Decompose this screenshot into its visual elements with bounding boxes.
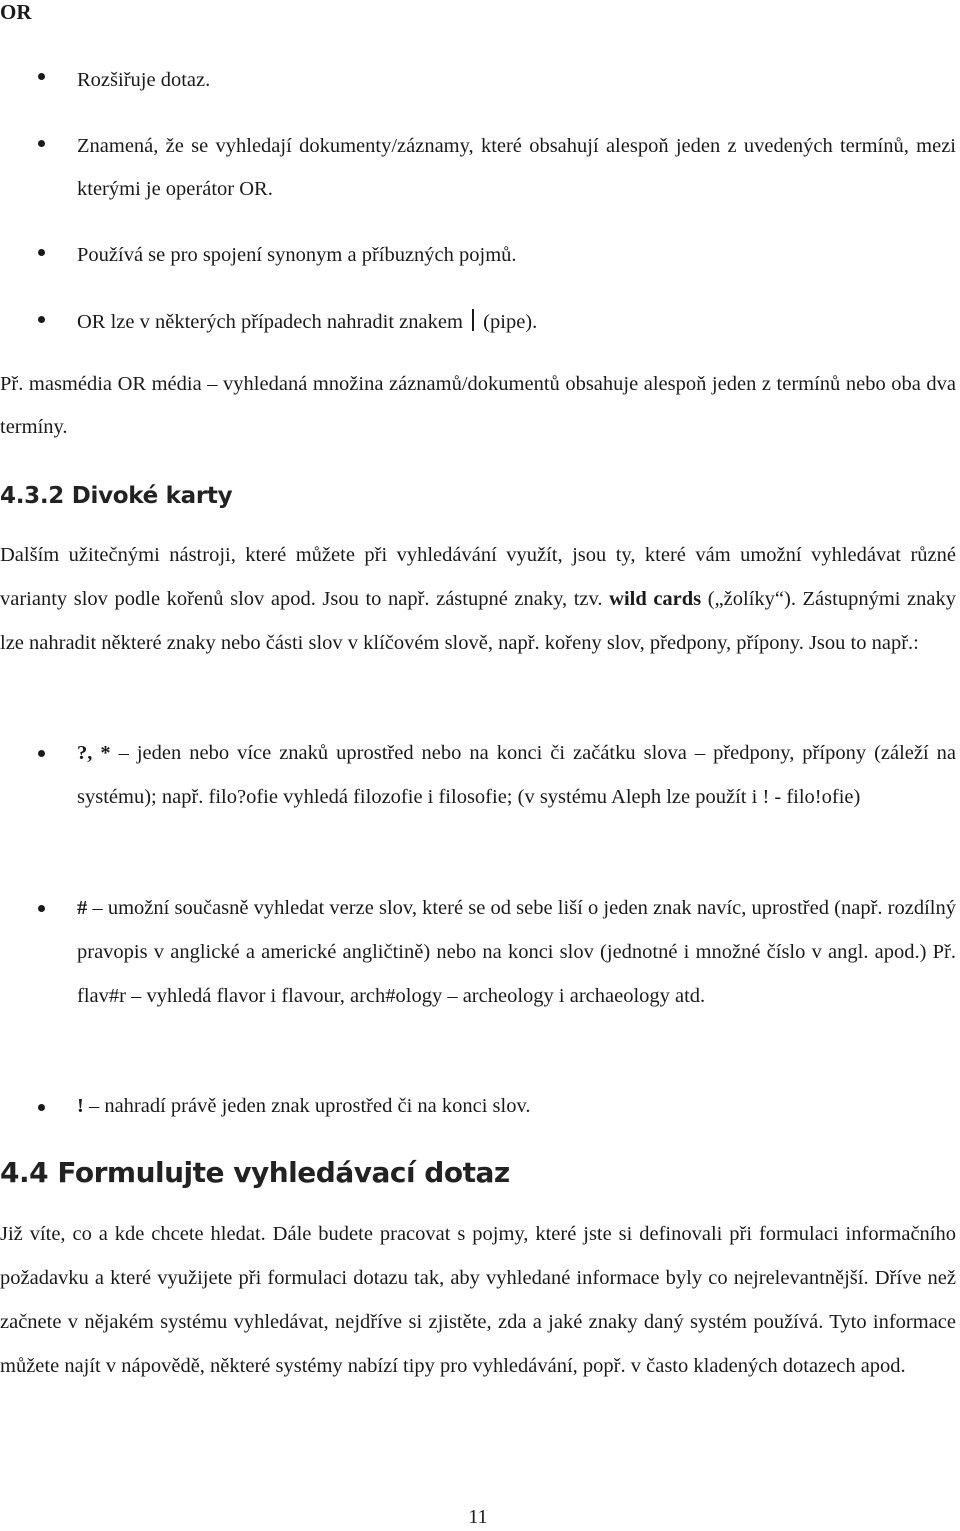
wildcard-symbol: ! [77, 1095, 84, 1117]
or-bullet-4-pipe-label: (pipe). [483, 311, 538, 333]
or-bullet-2: Znamená, že se vyhledají dokumenty/záznamy, které obsahují alespoň jeden z uvedených termínů, mezi kterými je operátor OR. [77, 135, 956, 200]
wildcards-intro-text-2: („žolíky“). Zástupnými znaky lze nahradit některé znaky nebo části slov v klíčovém slově, např. kořeny slov, předpony, přípony. Jsou to např.: [0, 588, 956, 654]
section-heading-4-4: 4.4 Formulujte vyhledávací dotaz [0, 1156, 510, 1189]
wild-cards-term: wild cards [609, 588, 702, 610]
wildcard-description: – umožní současně vyhledat verze slov, které se od sebe liší o jeden znak navíc, uprostřed (např. rozdílný pravopis v anglické a americké angličtině) nebo na konci slov (jednotné i množné číslo v angl. apod.) Př. flav#r – vyhledá flavor i flavour, arch#ology – archeology i archaeology atd. [77, 897, 957, 1007]
or-bullet-3: Používá se pro spojení synonym a příbuzných pojmů. [77, 244, 517, 266]
wildcard-question-star [77, 731, 956, 819]
or-bullet-1: Rozšiřuje dotaz. [77, 69, 211, 91]
or-bullet-4-text: OR lze v některých případech nahradit znakem [77, 311, 463, 333]
wildcard-description: – jeden nebo více znaků uprostřed nebo na konci či začátku slova – předpony, přípony (záleží na systému); např. filo?ofie vyhledá filozofie i filosofie; (v systému Aleph lze použít i ! - filo!ofie) [77, 742, 957, 808]
wildcards-intro-text: Dalším užitečnými nástroji, které můžete při vyhledávání využít, jsou ty, které vám umožní vyhledávat různé varianty slov podle kořenů slov apod. Jsou to např. zástupné znaky, tzv. [0, 544, 956, 610]
pipe-glyph-icon [472, 309, 474, 331]
query-formulation-paragraph: Již víte, co a kde chcete hledat. Dále budete pracovat s pojmy, které jste si definovali při formulaci informačního požadavku a které využijete při formulaci dotazu tak, aby vyhledané informace byly co nejrelevantnější. Dříve než začnete v nějakém systému vyhledávat, nejdříve si zjistěte, zda a jaké znaky daný systém používá. Tyto informace můžete najít v nápovědě, některé systémy nabízí tipy pro vyhledávání, popř. v často kladených dotazech apod. [0, 1223, 956, 1377]
or-example-paragraph: Př. masmédia OR média – vyhledaná množina záznamů/dokumentů obsahuje alespoň jeden z termínů nebo oba dva termíny. [0, 373, 956, 438]
wildcards-intro-paragraph [0, 533, 956, 665]
wildcard-symbol: ?, * [77, 742, 111, 764]
wildcard-hash [77, 886, 956, 1018]
bullet-dot-icon [38, 316, 45, 323]
or-heading: OR [0, 0, 32, 24]
or-bullet-4 [77, 300, 956, 344]
bullet-dot-icon [38, 140, 45, 147]
page-number: 11 [468, 1506, 488, 1528]
wildcard-description: – nahradí právě jeden znak uprostřed či na konci slov. [88, 1095, 531, 1117]
wildcard-symbol: # [77, 897, 88, 919]
bullet-dot-icon [38, 1104, 45, 1111]
wildcard-exclamation [77, 1084, 956, 1128]
bullet-dot-icon [38, 750, 45, 757]
bullet-dot-icon [38, 905, 45, 912]
bullet-dot-icon [38, 73, 45, 80]
section-heading-4-3-2: 4.3.2 Divoké karty [0, 483, 233, 509]
bullet-dot-icon [38, 249, 45, 256]
